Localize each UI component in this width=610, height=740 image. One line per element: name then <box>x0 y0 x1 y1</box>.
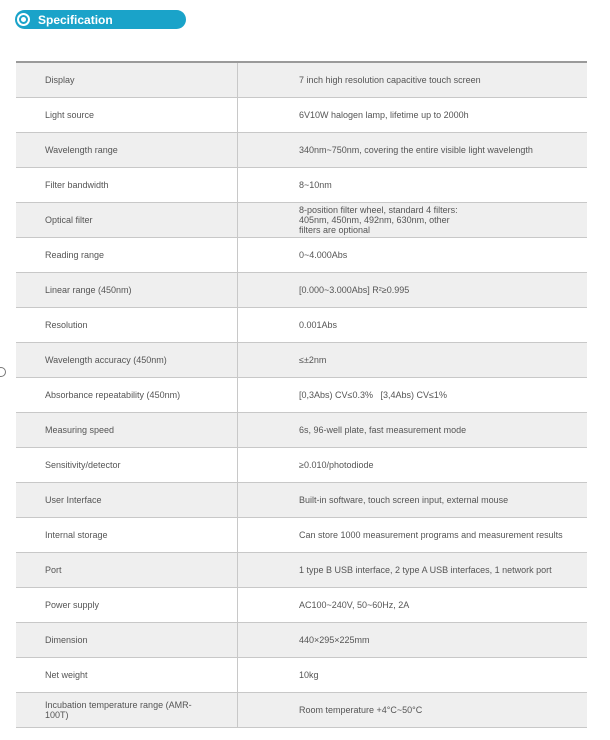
spec-label: Linear range (450nm) <box>16 272 238 307</box>
spec-value: 440×295×225mm <box>238 622 588 657</box>
table-row <box>16 97 587 132</box>
spec-value: 10kg <box>238 657 588 692</box>
spec-label: Light source <box>16 97 238 132</box>
table-row <box>16 412 587 447</box>
table-row <box>16 482 587 517</box>
spec-value: 8~10nm <box>238 167 588 202</box>
spec-label: Resolution <box>16 307 238 342</box>
spec-value: 0.001Abs <box>238 307 588 342</box>
spec-value: ≥0.010/photodiode <box>238 447 588 482</box>
table-row <box>16 62 587 97</box>
spec-value: 6s, 96-well plate, fast measurement mode <box>238 412 588 447</box>
table-row <box>16 692 587 727</box>
spec-label: Reading range <box>16 237 238 272</box>
table-row <box>16 657 587 692</box>
spec-value: [0,3Abs) CV≤0.3% [3,4Abs) CV≤1% <box>238 377 588 412</box>
spec-label: Port <box>16 552 238 587</box>
table-row <box>16 622 587 657</box>
table-row <box>16 307 587 342</box>
spec-value: Can store 1000 measurement programs and measurement results <box>238 517 588 552</box>
spec-label: Filter bandwidth <box>16 167 238 202</box>
circle-bullet-icon <box>17 13 30 26</box>
spec-label: Dimension <box>16 622 238 657</box>
spec-label: Absorbance repeatability (450nm) <box>16 377 238 412</box>
spec-value: 6V10W halogen lamp, lifetime up to 2000h <box>238 97 588 132</box>
spec-label: Wavelength range <box>16 132 238 167</box>
spec-value: Built-in software, touch screen input, external mouse <box>238 482 588 517</box>
table-row <box>16 167 587 202</box>
section-title: Specification <box>38 12 113 27</box>
spec-label: Measuring speed <box>16 412 238 447</box>
spec-label: Wavelength accuracy (450nm) <box>16 342 238 377</box>
table-row <box>16 202 587 237</box>
spec-label: Sensitivity/detector <box>16 447 238 482</box>
table-row <box>16 342 587 377</box>
specification-table <box>16 61 587 728</box>
spec-value: [0.000~3.000Abs] R²≥0.995 <box>238 272 588 307</box>
table-row <box>16 237 587 272</box>
spec-value: 340nm~750nm, covering the entire visible light wavelength <box>238 132 588 167</box>
table-row <box>16 132 587 167</box>
spec-label: Display <box>16 62 238 97</box>
table-row <box>16 517 587 552</box>
spec-value: ≤±2nm <box>238 342 588 377</box>
spec-label: Net weight <box>16 657 238 692</box>
side-circle-icon <box>0 367 6 377</box>
spec-label: Internal storage <box>16 517 238 552</box>
section-title-banner <box>15 10 186 29</box>
spec-label: Power supply <box>16 587 238 622</box>
spec-value: 0~4.000Abs <box>238 237 588 272</box>
spec-value: Room temperature +4°C~50°C <box>238 692 588 727</box>
spec-label: Incubation temperature range (AMR-100T) <box>16 692 238 727</box>
table-row <box>16 377 587 412</box>
spec-value: 1 type B USB interface, 2 type A USB interfaces, 1 network port <box>238 552 588 587</box>
spec-label: User Interface <box>16 482 238 517</box>
table-row <box>16 447 587 482</box>
spec-label: Optical filter <box>16 202 238 237</box>
table-row <box>16 552 587 587</box>
spec-value: 7 inch high resolution capacitive touch screen <box>238 62 588 97</box>
spec-value: 8-position filter wheel, standard 4 filters: 405nm, 450nm, 492nm, 630nm, other filters are optional <box>238 202 588 237</box>
table-row <box>16 272 587 307</box>
spec-value: AC100~240V, 50~60Hz, 2A <box>238 587 588 622</box>
table-row <box>16 587 587 622</box>
